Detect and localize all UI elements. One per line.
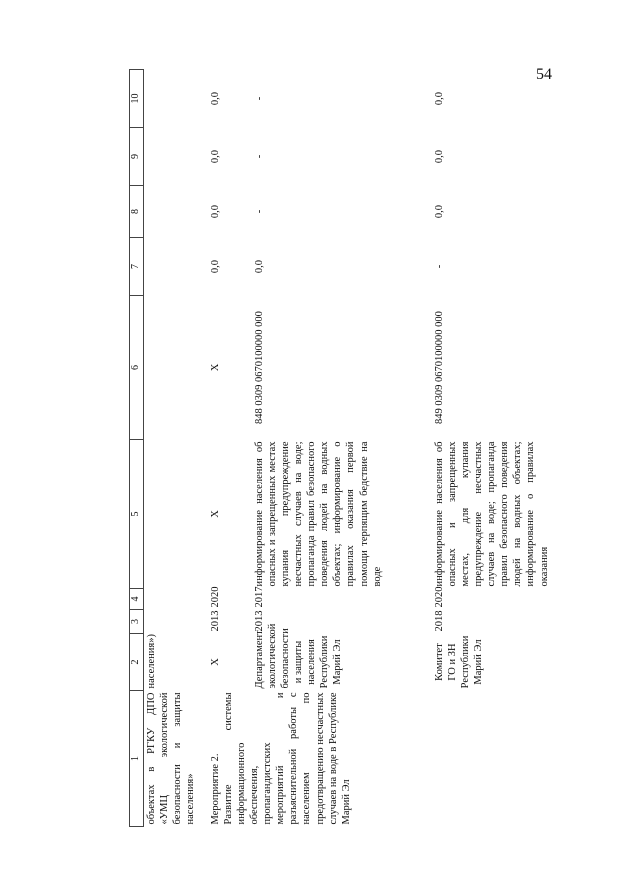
col-header: 10: [130, 70, 144, 128]
table-cell: [144, 186, 208, 238]
col-header: 7: [130, 238, 144, 296]
table-row: [144, 70, 208, 827]
table-cell: [144, 610, 208, 634]
table-cell: объектах в РГКУ ДПО «УМЦ экологической безопасности и защиты населения»: [146, 692, 197, 825]
col-header: 6: [130, 296, 144, 440]
rotated-table-container: [129, 70, 622, 827]
col-header: 1: [130, 691, 144, 827]
table-cell: 0,0: [433, 149, 445, 164]
table-cell: 2018: [433, 610, 445, 632]
table-cell: 2013: [253, 610, 265, 632]
col-header: 2: [130, 634, 144, 691]
table-cell: [144, 70, 208, 128]
table-cell: -: [253, 96, 265, 101]
col-header: 9: [130, 128, 144, 186]
table-cell: 0,0: [209, 149, 221, 164]
table-cell: 2020: [209, 586, 221, 608]
col-header: 5: [130, 440, 144, 589]
col-header: 3: [130, 610, 144, 634]
table-cell: X: [209, 363, 221, 372]
program-activities-table: [129, 69, 622, 827]
table-cell: Комитет ГО и ЗН Республики Марий Эл: [433, 635, 484, 689]
table-cell: Мероприятие 2. Развитие системы информационного обеспечения, пропагандистских мероприятий и разъяснительной работы с населением по предотвращению несчастных случаев на воде в Республике Марий Эл: [209, 692, 352, 825]
table-cell: 0,0: [433, 91, 445, 106]
table-cell: [144, 589, 208, 610]
table-cell: 0,0: [209, 204, 221, 219]
table-cell: [144, 296, 208, 440]
table-cell: 0,0: [209, 259, 221, 274]
table-cell: -: [253, 154, 265, 159]
table-cell: населения»): [146, 634, 157, 689]
table-cell: -: [253, 209, 265, 214]
header-row: [130, 70, 144, 827]
table-cell: [144, 238, 208, 296]
table-cell: X: [209, 658, 221, 666]
col-header: 4: [130, 589, 144, 610]
table-cell: 2013: [209, 610, 221, 632]
table-cell: Департамент экологической безопасности и защиты населения Республики Марий Эл: [253, 623, 344, 689]
table-cell: 0,0: [433, 204, 445, 219]
table-cell: [144, 128, 208, 186]
table-cell: 0,0: [253, 259, 265, 274]
table-cell: X: [209, 510, 221, 518]
table-row: [208, 70, 252, 827]
table-cell: -: [433, 264, 445, 269]
table-cell: [144, 440, 208, 589]
col-header: 8: [130, 186, 144, 238]
table-cell: 848 0309 0670100000 000: [253, 311, 265, 424]
page-number: 54: [536, 66, 552, 83]
table-cell: 0,0: [209, 91, 221, 106]
table-cell: 849 0309 0670100000 000: [433, 311, 445, 424]
table-cell: информирование населения об опасных и запрещенных местах купания предупреждение несчастных случаев на воде; пропаганда правил безопасного поведения людей на водных объектах; информирование о правилах оказания первой помощи терпящим бедствие на воде: [253, 441, 383, 587]
table-cell: 2017: [253, 586, 265, 608]
table-cell: 2020: [433, 586, 445, 608]
table-cell: информирование населения об опасных и запрещенных местах, для купания предупреждение несчастных случаев на воде; пропаганда правил безопасного поведения людей на водных объектах; информирование о правилах оказания: [433, 441, 550, 587]
